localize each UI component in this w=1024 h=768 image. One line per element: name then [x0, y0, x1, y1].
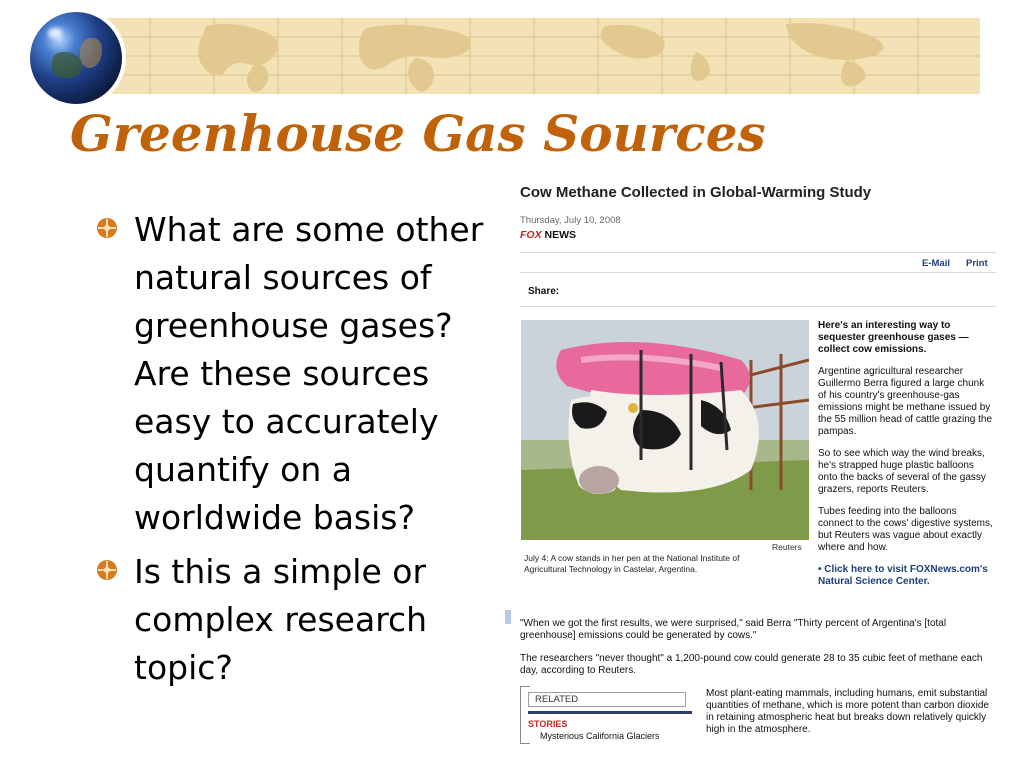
- news-article-clipping: [500, 172, 996, 746]
- related-label: RELATED: [528, 692, 686, 707]
- article-paragraph: Argentine agricultural researcher Guillermo Berra figured a large chunk of his country's greenhouse-gas emissions might be methane issued by the 55 million head of cattle grazing the pampas.: [818, 366, 992, 437]
- news-label: NEWS: [544, 229, 577, 241]
- bullet-item: [96, 206, 486, 542]
- bullet-list: [96, 206, 486, 698]
- related-bar: [528, 711, 692, 714]
- print-link[interactable]: Print: [966, 258, 988, 269]
- globe-logo: [30, 12, 122, 104]
- article-paragraph: Most plant-eating mammals, including humans, emit substantial quantities of methane, which is more potent than carbon dioxide in retaining atmospheric heat but breaks down relatively quickly high in the atmosphere.: [706, 688, 989, 735]
- bullet-ornament-icon: [96, 559, 118, 581]
- cow-photo: [521, 320, 809, 540]
- photo-credit: Reuters: [772, 542, 802, 552]
- bullet-item: [96, 548, 486, 692]
- bullet-text: What are some other natural sources of greenhouse gases? Are these sources easy to accurately quantify on a worldwide basis?: [134, 210, 484, 537]
- article-source: [520, 229, 576, 241]
- article-quote: "When we got the first results, we were surprised," said Berra "Thirty percent of Argentina's [total greenhouse] emissions could be generated by cows.": [520, 618, 947, 641]
- world-map-banner: [86, 18, 980, 94]
- margin-marker: [505, 610, 511, 624]
- fox-brand: FOX: [520, 229, 542, 241]
- related-stories-box: [520, 686, 692, 742]
- divider: [520, 272, 996, 273]
- related-story-link[interactable]: Mysterious California Glaciers: [540, 731, 660, 741]
- article-body-column: [818, 320, 994, 598]
- slide-title: Greenhouse Gas Sources: [70, 104, 766, 163]
- divider: [520, 252, 996, 253]
- share-label: Share:: [528, 286, 560, 297]
- science-center-link[interactable]: • Click here to visit FOXNews.com's Natural Science Center.: [818, 564, 988, 587]
- article-paragraph: So to see which way the wind breaks, he's strapped huge plastic balloons onto the backs of several of the gassy grazers, reports Reuters.: [818, 448, 986, 495]
- photo-caption: July 4: A cow stands in her pen at the National Institute of Agricultural Technology in Castelar, Argentina.: [524, 553, 740, 574]
- article-intro: Here's an interesting way to sequester greenhouse gases — collect cow emissions.: [818, 320, 969, 355]
- world-map-graphic: [86, 18, 980, 94]
- email-link[interactable]: E-Mail: [922, 258, 950, 269]
- article-paragraph: Tubes feeding into the balloons connect to the cows' digestive systems, but Reuters was vague about exactly where and how.: [818, 506, 993, 553]
- divider: [520, 306, 996, 307]
- bullet-text: Is this a simple or complex research topic?: [134, 552, 428, 687]
- stories-label: STORIES: [528, 719, 568, 729]
- bullet-ornament-icon: [96, 217, 118, 239]
- article-paragraph: The researchers "never thought" a 1,200-pound cow could generate 28 to 35 cubic feet of methane each day, according to Reuters.: [520, 653, 983, 676]
- article-headline: Cow Methane Collected in Global-Warming Study: [520, 184, 872, 201]
- article-date: Thursday, July 10, 2008: [520, 215, 621, 226]
